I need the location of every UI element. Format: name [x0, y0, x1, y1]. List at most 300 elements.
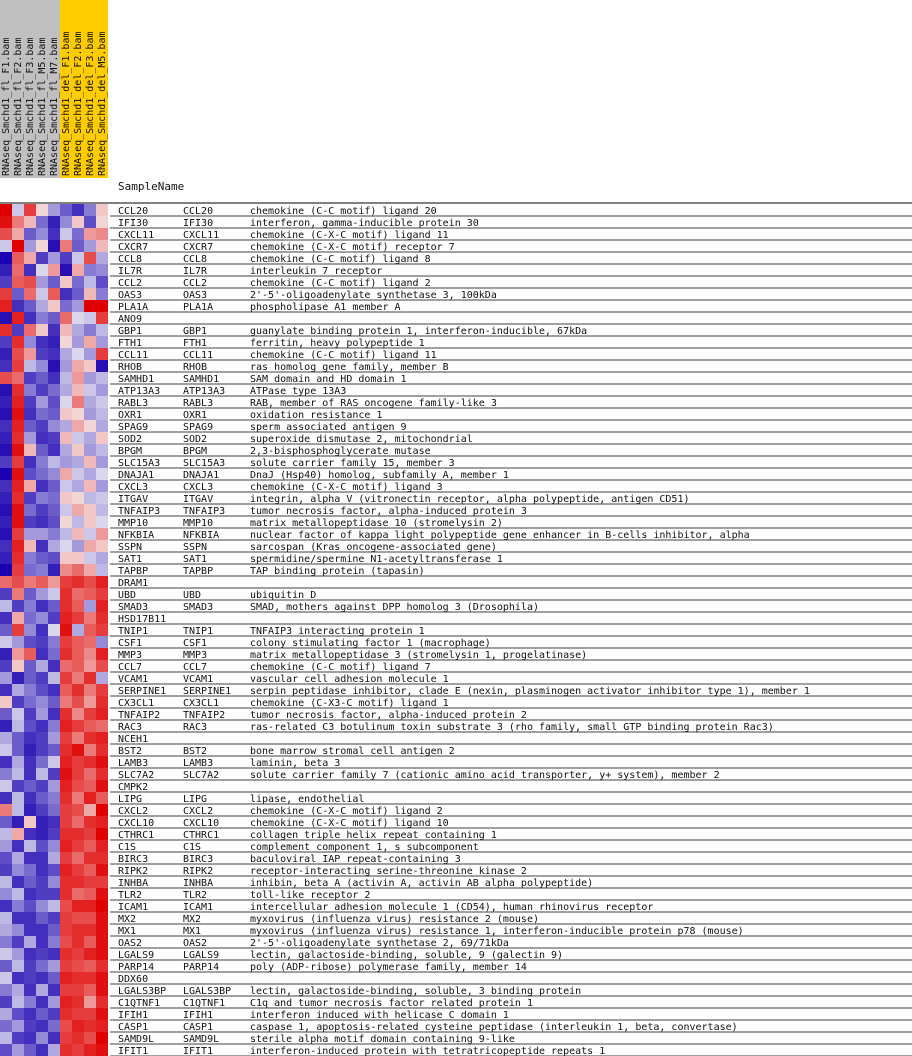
heatmap-cell	[36, 408, 48, 420]
row-gene-symbol: OAS3	[183, 290, 208, 301]
heatmap-cell	[0, 552, 12, 564]
heatmap-cell	[24, 480, 36, 492]
heatmap-cell	[84, 672, 96, 684]
heatmap-cell	[72, 912, 84, 924]
heatmap-cell	[0, 720, 12, 732]
heatmap-cell	[96, 360, 108, 372]
heatmap-cell	[0, 840, 12, 852]
heatmap-cell	[36, 240, 48, 252]
row-gene-id: CCL7	[118, 662, 143, 673]
row-gene-symbol: SPAG9	[183, 422, 214, 433]
heatmap-cell	[24, 504, 36, 516]
heatmap-cell	[96, 780, 108, 792]
heatmap-cell	[24, 696, 36, 708]
heatmap-cell	[84, 576, 96, 588]
heatmap-cell	[12, 336, 24, 348]
row-gene-symbol: SOD2	[183, 434, 208, 445]
row-gene-symbol: MX2	[183, 914, 202, 925]
heatmap-cell	[24, 684, 36, 696]
heatmap-cell	[60, 972, 72, 984]
heatmap-cell	[24, 972, 36, 984]
heatmap-cell	[12, 264, 24, 276]
heatmap-cell	[12, 276, 24, 288]
heatmap-cell	[84, 492, 96, 504]
heatmap-cell	[0, 876, 12, 888]
row-gene-id: IFIH1	[118, 1010, 149, 1021]
heatmap-cell	[72, 588, 84, 600]
heatmap-cell	[60, 756, 72, 768]
row-gene-symbol: GBP1	[183, 326, 208, 337]
heatmap-cell	[24, 828, 36, 840]
row-gene-id: SOD2	[118, 434, 143, 445]
heatmap-cell	[36, 312, 48, 324]
row-gene-id: OXR1	[118, 410, 143, 421]
heatmap-cell	[12, 600, 24, 612]
row-gene-symbol: TNIP1	[183, 626, 214, 637]
heatmap-cell	[96, 996, 108, 1008]
heatmap-cell	[84, 1044, 96, 1056]
row-gene-id: TLR2	[118, 890, 143, 901]
heatmap-cell	[24, 876, 36, 888]
heatmap-cell	[24, 912, 36, 924]
heatmap-cell	[72, 936, 84, 948]
heatmap-cell	[72, 600, 84, 612]
heatmap-cell	[96, 432, 108, 444]
column-header-label: RNAseq_Smchd1_fl_M5.bam	[37, 37, 48, 176]
heatmap-cell	[84, 660, 96, 672]
heatmap-cell	[24, 732, 36, 744]
heatmap-cell	[36, 624, 48, 636]
heatmap-cell	[24, 672, 36, 684]
row-gene-symbol: LGALS3BP	[183, 986, 232, 997]
heatmap-cell	[72, 336, 84, 348]
row-gene-description: sarcospan (Kras oncogene-associated gene)	[250, 542, 497, 553]
heatmap-cell	[36, 204, 48, 216]
heatmap-cell	[72, 672, 84, 684]
heatmap-cell	[36, 792, 48, 804]
heatmap-cell	[72, 948, 84, 960]
row-gene-id: DDX60	[118, 974, 149, 985]
row-gene-id: CMPK2	[118, 782, 149, 793]
heatmap-cell	[84, 612, 96, 624]
row-gene-description: chemokine (C-C motif) ligand 2	[250, 278, 431, 289]
heatmap-cell	[84, 804, 96, 816]
heatmap-cell	[48, 708, 60, 720]
heatmap-cell	[48, 204, 60, 216]
heatmap-cell	[60, 792, 72, 804]
heatmap-cell	[0, 204, 12, 216]
heatmap-cell	[84, 432, 96, 444]
heatmap-cell	[48, 1008, 60, 1020]
heatmap-cell	[36, 924, 48, 936]
heatmap-cell	[12, 468, 24, 480]
heatmap-cell	[36, 732, 48, 744]
heatmap-cell	[0, 672, 12, 684]
heatmap-cell	[72, 900, 84, 912]
heatmap-cell	[36, 288, 48, 300]
heatmap-cell	[12, 816, 24, 828]
heatmap-cell	[96, 528, 108, 540]
heatmap-cell	[60, 276, 72, 288]
heatmap-cell	[12, 312, 24, 324]
heatmap-cell	[24, 864, 36, 876]
heatmap-cell	[0, 492, 12, 504]
heatmap-cell	[36, 744, 48, 756]
row-gene-description: SMAD, mothers against DPP homolog 3 (Drosophila)	[250, 602, 539, 613]
heatmap-cell	[48, 780, 60, 792]
heatmap-cell	[72, 528, 84, 540]
heatmap-cell	[84, 552, 96, 564]
heatmap-cell	[24, 792, 36, 804]
heatmap-cell	[12, 840, 24, 852]
heatmap-cell	[60, 768, 72, 780]
heatmap-cell	[84, 936, 96, 948]
heatmap-cell	[24, 624, 36, 636]
heatmap-cell	[12, 624, 24, 636]
heatmap-cell	[60, 480, 72, 492]
heatmap-cell	[12, 492, 24, 504]
row-gene-symbol: CCL8	[183, 254, 208, 265]
heatmap-cell	[72, 816, 84, 828]
heatmap-cell	[96, 504, 108, 516]
heatmap-cell	[36, 432, 48, 444]
row-gene-symbol: DNAJA1	[183, 470, 220, 481]
heatmap-cell	[48, 732, 60, 744]
row-gene-description: SAM domain and HD domain 1	[250, 374, 407, 385]
row-gene-description: TAP binding protein (tapasin)	[250, 566, 425, 577]
heatmap-cell	[12, 852, 24, 864]
heatmap-cell	[0, 360, 12, 372]
heatmap-cell	[36, 276, 48, 288]
heatmap-cell	[12, 432, 24, 444]
row-gene-symbol: TLR2	[183, 890, 208, 901]
heatmap-cell	[36, 372, 48, 384]
heatmap-cell	[36, 828, 48, 840]
heatmap-cell	[36, 672, 48, 684]
heatmap-cell	[72, 216, 84, 228]
heatmap-cell	[72, 204, 84, 216]
heatmap-cell	[96, 648, 108, 660]
heatmap-cell	[36, 396, 48, 408]
row-gene-symbol: CCL7	[183, 662, 208, 673]
row-gene-symbol: IFI30	[183, 218, 214, 229]
heatmap-cell	[60, 540, 72, 552]
heatmap-cell	[72, 504, 84, 516]
heatmap-cell	[48, 564, 60, 576]
heatmap-cell	[12, 672, 24, 684]
heatmap-cell	[24, 780, 36, 792]
heatmap-cell	[36, 420, 48, 432]
heatmap-cell	[96, 312, 108, 324]
heatmap-cell	[48, 888, 60, 900]
heatmap-cell	[72, 1044, 84, 1056]
row-gene-id: ICAM1	[118, 902, 149, 913]
heatmap-cell	[96, 744, 108, 756]
heatmap-cell	[84, 744, 96, 756]
heatmap-cell	[0, 888, 12, 900]
row-gene-symbol: NFKBIA	[183, 530, 220, 541]
row-gene-id: GBP1	[118, 326, 143, 337]
row-gene-id: MX1	[118, 926, 137, 937]
heatmap-cell	[72, 888, 84, 900]
heatmap-cell	[48, 252, 60, 264]
heatmap-cell	[96, 612, 108, 624]
heatmap-cell	[60, 1044, 72, 1056]
heatmap-cell	[48, 792, 60, 804]
row-gene-description: vascular cell adhesion molecule 1	[250, 674, 449, 685]
heatmap-cell	[48, 756, 60, 768]
heatmap-cell	[96, 240, 108, 252]
heatmap-cell	[96, 264, 108, 276]
row-gene-description: RAB, member of RAS oncogene family-like 3	[250, 398, 497, 409]
heatmap-cell	[48, 672, 60, 684]
heatmap-cell	[36, 612, 48, 624]
row-gene-symbol: SLC15A3	[183, 458, 226, 469]
row-gene-description: chemokine (C-C motif) ligand 7	[250, 662, 431, 673]
heatmap-cell	[36, 984, 48, 996]
heatmap-cell	[48, 924, 60, 936]
heatmap-cell	[72, 384, 84, 396]
heatmap-cell	[0, 516, 12, 528]
heatmap-cell	[48, 612, 60, 624]
heatmap-cell	[72, 924, 84, 936]
heatmap-cell	[72, 624, 84, 636]
heatmap-cell	[24, 936, 36, 948]
row-gene-description: 2'-5'-oligoadenylate synthetase 2, 69/71kDa	[250, 938, 509, 949]
row-gene-symbol: SAT1	[183, 554, 208, 565]
heatmap-cell	[96, 1020, 108, 1032]
heatmap-cell	[84, 396, 96, 408]
heatmap-cell	[0, 336, 12, 348]
heatmap-cell	[72, 372, 84, 384]
row-gene-symbol: SAMHD1	[183, 374, 220, 385]
row-gene-id: SSPN	[118, 542, 143, 553]
heatmap-cell	[48, 432, 60, 444]
heatmap-cell	[60, 564, 72, 576]
heatmap-cell	[24, 240, 36, 252]
row-gene-id: SAT1	[118, 554, 143, 565]
heatmap-cell	[96, 816, 108, 828]
heatmap-cell	[12, 252, 24, 264]
heatmap-cell	[0, 300, 12, 312]
row-gene-id: CCL20	[118, 206, 149, 217]
heatmap-cell	[0, 624, 12, 636]
heatmap-cell	[60, 888, 72, 900]
heatmap-cell	[12, 1020, 24, 1032]
row-gene-id: CXCL2	[118, 806, 149, 817]
heatmap-cell	[96, 600, 108, 612]
heatmap-cell	[36, 384, 48, 396]
row-gene-id: DNAJA1	[118, 470, 155, 481]
heatmap-cell	[48, 516, 60, 528]
heatmap-cell	[60, 696, 72, 708]
heatmap-cell	[60, 744, 72, 756]
heatmap-cell	[0, 576, 12, 588]
heatmap-cell	[84, 792, 96, 804]
heatmap-cell	[72, 768, 84, 780]
heatmap-cell	[84, 780, 96, 792]
heatmap-cell	[0, 648, 12, 660]
heatmap-cell	[24, 900, 36, 912]
heatmap-cell	[0, 444, 12, 456]
heatmap-cell	[84, 240, 96, 252]
heatmap-cell	[48, 528, 60, 540]
row-gene-description: 2,3-bisphosphoglycerate mutase	[250, 446, 431, 457]
heatmap-cell	[96, 516, 108, 528]
heatmap-cell	[48, 408, 60, 420]
heatmap-cell	[96, 852, 108, 864]
heatmap-cell	[36, 816, 48, 828]
heatmap-cell	[60, 1008, 72, 1020]
heatmap-cell	[48, 876, 60, 888]
heatmap-cell	[60, 600, 72, 612]
heatmap-cell	[72, 1008, 84, 1020]
row-gene-description: oxidation resistance 1	[250, 410, 383, 421]
heatmap-cell	[72, 960, 84, 972]
heatmap-cell	[36, 756, 48, 768]
heatmap-cell	[12, 372, 24, 384]
heatmap-cell	[0, 852, 12, 864]
heatmap-cell	[36, 1020, 48, 1032]
row-gene-symbol: CXCL10	[183, 818, 220, 829]
row-gene-description: lipase, endothelial	[250, 794, 365, 805]
heatmap-cell	[96, 540, 108, 552]
row-gene-id: BIRC3	[118, 854, 149, 865]
heatmap-cell	[72, 696, 84, 708]
heatmap-cell	[48, 768, 60, 780]
heatmap-cell	[60, 924, 72, 936]
heatmap-cell	[48, 1020, 60, 1032]
heatmap-cell	[96, 720, 108, 732]
row-gene-id: TNIP1	[118, 626, 149, 637]
heatmap-cell	[84, 864, 96, 876]
heatmap-cell	[48, 348, 60, 360]
heatmap-cell	[24, 888, 36, 900]
heatmap-cell	[96, 300, 108, 312]
heatmap-cell	[0, 924, 12, 936]
column-header-label: RNAseq_Smchd1_del_F2.bam	[73, 31, 84, 176]
row-gene-description: lectin, galactoside-binding, soluble, 9 (galectin 9)	[250, 950, 564, 961]
row-gene-id: SAMD9L	[118, 1034, 155, 1045]
heatmap-cell	[72, 420, 84, 432]
heatmap-cell	[48, 1044, 60, 1056]
heatmap-cell	[72, 360, 84, 372]
heatmap-cell	[72, 300, 84, 312]
heatmap-cell	[36, 504, 48, 516]
row-gene-id: RABL3	[118, 398, 149, 409]
heatmap-cell	[72, 828, 84, 840]
heatmap-cell	[72, 480, 84, 492]
heatmap-cell	[0, 540, 12, 552]
heatmap-cell	[48, 816, 60, 828]
heatmap-cell	[60, 228, 72, 240]
heatmap-cell	[36, 888, 48, 900]
heatmap-cell	[96, 492, 108, 504]
heatmap-cell	[60, 612, 72, 624]
heatmap-cell	[24, 384, 36, 396]
heatmap-cell	[60, 672, 72, 684]
row-gene-id: NFKBIA	[118, 530, 155, 541]
row-gene-id: CSF1	[118, 638, 143, 649]
row-gene-symbol: CX3CL1	[183, 698, 220, 709]
heatmap-cell	[72, 804, 84, 816]
heatmap-cell	[60, 312, 72, 324]
heatmap-cell	[84, 216, 96, 228]
row-gene-description: sterile alpha motif domain containing 9-like	[250, 1034, 515, 1045]
heatmap-cell	[0, 432, 12, 444]
heatmap-cell	[96, 732, 108, 744]
heatmap-cell	[60, 816, 72, 828]
heatmap-cell	[72, 1020, 84, 1032]
heatmap-cell	[24, 648, 36, 660]
heatmap-cell	[72, 552, 84, 564]
heatmap-cell	[0, 228, 12, 240]
row-gene-id: UBD	[118, 590, 137, 601]
heatmap-cell	[24, 552, 36, 564]
heatmap-cell	[96, 960, 108, 972]
heatmap-cell	[24, 756, 36, 768]
heatmap-cell	[12, 960, 24, 972]
heatmap-cell	[36, 708, 48, 720]
row-gene-symbol: LAMB3	[183, 758, 214, 769]
row-gene-description: chemokine (C-C motif) ligand 11	[250, 350, 437, 361]
heatmap-cell	[12, 240, 24, 252]
heatmap-cell	[84, 360, 96, 372]
heatmap-cell	[12, 912, 24, 924]
row-gene-id: RHOB	[118, 362, 143, 373]
row-gene-symbol: UBD	[183, 590, 202, 601]
heatmap-cell	[48, 972, 60, 984]
heatmap-cell	[96, 276, 108, 288]
heatmap-cell	[84, 684, 96, 696]
row-gene-description: serpin peptidase inhibitor, clade E (nexin, plasminogen activator inhibitor type 1), member 1	[250, 686, 810, 697]
heatmap-cell	[96, 588, 108, 600]
heatmap-cell	[36, 780, 48, 792]
row-gene-symbol: LIPG	[183, 794, 208, 805]
heatmap-cell	[84, 852, 96, 864]
heatmap-cell	[12, 660, 24, 672]
heatmap-cell	[96, 348, 108, 360]
row-gene-id: RAC3	[118, 722, 143, 733]
heatmap-cell	[24, 816, 36, 828]
heatmap-cell	[48, 420, 60, 432]
heatmap-cell	[96, 876, 108, 888]
row-gene-description: C1q and tumor necrosis factor related protein 1	[250, 998, 533, 1009]
row-gene-id: LAMB3	[118, 758, 149, 769]
heatmap-cell	[84, 960, 96, 972]
heatmap-cell	[36, 564, 48, 576]
row-gene-description: interferon, gamma-inducible protein 30	[250, 218, 479, 229]
row-gene-description: baculoviral IAP repeat-containing 3	[250, 854, 461, 865]
row-gene-description: colony stimulating factor 1 (macrophage)	[250, 638, 491, 649]
heatmap-cell	[48, 660, 60, 672]
heatmap-cell	[84, 528, 96, 540]
heatmap-cell	[60, 240, 72, 252]
row-gene-id: IFIT1	[118, 1046, 149, 1056]
row-gene-description: 2'-5'-oligoadenylate synthetase 3, 100kDa	[250, 290, 497, 301]
heatmap-cell	[12, 696, 24, 708]
heatmap-cell	[60, 636, 72, 648]
heatmap-cell	[12, 900, 24, 912]
heatmap-cell	[24, 1020, 36, 1032]
row-gene-symbol: SLC7A2	[183, 770, 220, 781]
heatmap-cell	[60, 216, 72, 228]
heatmap-cell	[12, 612, 24, 624]
heatmap-cell	[60, 708, 72, 720]
heatmap-cell	[48, 744, 60, 756]
heatmap-cell	[24, 276, 36, 288]
row-gene-symbol: MMP3	[183, 650, 208, 661]
